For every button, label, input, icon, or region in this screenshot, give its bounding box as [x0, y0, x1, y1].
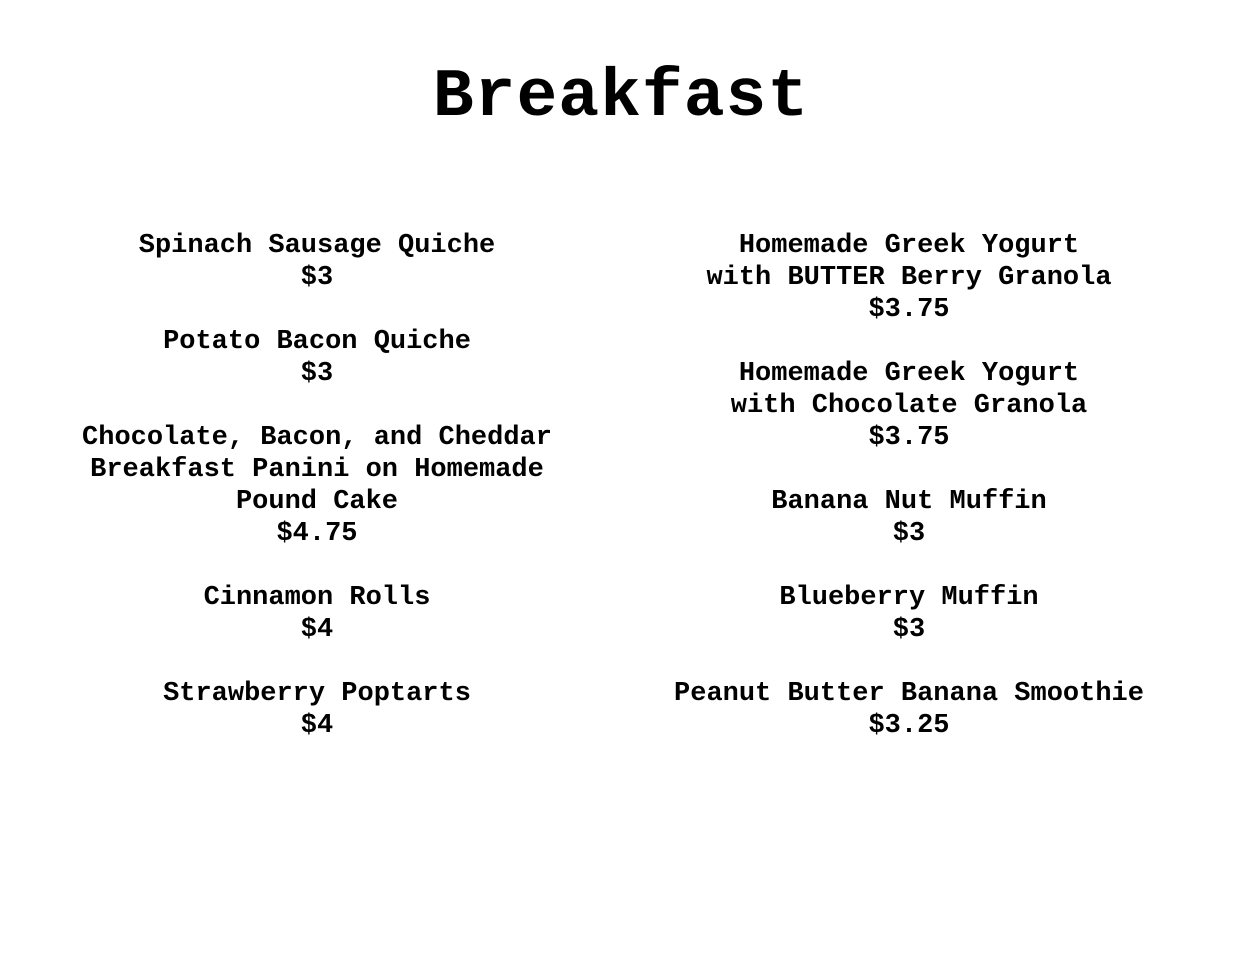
item-name: Banana Nut Muffin — [771, 487, 1047, 517]
item-price: $3 — [300, 359, 334, 389]
menu-item — [20, 230, 614, 294]
item-price: $3 — [892, 615, 926, 645]
item-name: Potato Bacon Quiche — [163, 327, 471, 357]
menu-item — [20, 422, 614, 550]
menu-item — [612, 486, 1206, 550]
item-name: Homemade Greek Yogurt with BUTTER Berry Granola — [706, 231, 1112, 293]
item-price: $4 — [300, 615, 334, 645]
menu-item — [612, 358, 1206, 454]
item-name: Homemade Greek Yogurt with Chocolate Granola — [730, 359, 1088, 421]
item-name: Peanut Butter Banana Smoothie — [674, 679, 1144, 709]
item-price: $3.75 — [868, 423, 950, 453]
item-name: Blueberry Muffin — [779, 583, 1039, 613]
item-name: Cinnamon Rolls — [203, 583, 431, 613]
item-price: $3 — [300, 263, 334, 293]
item-price: $3.25 — [868, 711, 950, 741]
item-price: $3 — [892, 519, 926, 549]
menu-item — [612, 678, 1206, 742]
menu-title: Breakfast — [432, 59, 810, 136]
menu-item — [20, 582, 614, 646]
item-name: Spinach Sausage Quiche — [138, 231, 496, 261]
menu-item — [612, 230, 1206, 326]
menu-item — [612, 582, 1206, 646]
item-name: Strawberry Poptarts — [163, 679, 471, 709]
menu-item — [20, 678, 614, 742]
item-price: $4 — [300, 711, 334, 741]
item-name: Chocolate, Bacon, and Cheddar Breakfast Panini on Homemade Pound Cake — [82, 423, 552, 517]
menu-item — [20, 326, 614, 390]
menu-column-left — [20, 230, 614, 774]
item-price: $4.75 — [276, 519, 358, 549]
item-price: $3.75 — [868, 295, 950, 325]
menu-column-right — [612, 230, 1206, 774]
